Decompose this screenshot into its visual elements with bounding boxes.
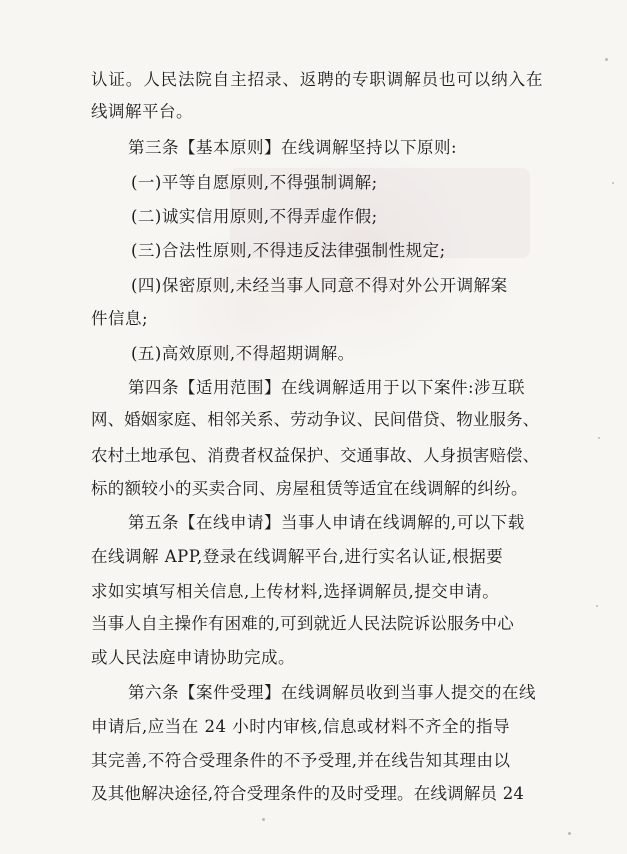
text-line: 在线调解 APP,登录在线调解平台,进行实名认证,根据要: [91, 547, 504, 566]
list-item: (一)平等自愿原则,不得强制调解;: [131, 173, 378, 192]
list-item: (三)合法性原则,不得违反法律强制性规定;: [131, 241, 446, 260]
scan-speck: [598, 437, 600, 439]
list-item: (五)高效原则,不得超期调解。: [131, 344, 355, 363]
text-line: 求如实填写相关信息,上传材料,选择调解员,提交申请。: [91, 582, 500, 601]
text-line: 标的额较小的买卖合同、房屋租赁等适宜在线调解的纠纷。: [91, 479, 528, 498]
text-line: 申请后,应当在 24 小时内审核,信息或材料不齐全的指导: [91, 717, 510, 736]
scan-speck: [596, 605, 598, 607]
article-heading: 第六条【案件受理】在线调解员收到当事人提交的在线: [128, 683, 536, 702]
article-heading: 第三条【基本原则】在线调解坚持以下原则:: [128, 138, 458, 157]
list-item: (二)诚实信用原则,不得弄虚作假;: [131, 207, 378, 226]
text-line: 线调解平台。: [91, 102, 193, 121]
text-line: 认证。人民法院自主招录、返聘的专职调解员也可以纳入在: [91, 70, 544, 89]
text-line: 网、婚姻家庭、相邻关系、劳动争议、民间借贷、物业服务、: [91, 410, 540, 429]
article-heading: 第五条【在线申请】当事人申请在线调解的,可以下载: [128, 513, 525, 532]
text-line: 其完善,不符合受理条件的不予受理,并在线告知其理由以: [91, 751, 511, 770]
text-line: 当事人自主操作有困难的,可到就近人民法院诉讼服务中心: [91, 614, 514, 633]
text-line: 农村土地承包、消费者权益保护、交通事故、人身损害赔偿、: [91, 446, 540, 465]
text-line: 或人民法庭申请协助完成。: [91, 648, 295, 667]
scan-speck: [612, 182, 614, 184]
list-item: (四)保密原则,未经当事人同意不得对外公开调解案: [131, 276, 508, 295]
text-line: 件信息;: [91, 309, 149, 328]
article-heading: 第四条【适用范围】在线调解适用于以下案件:涉互联: [128, 378, 526, 397]
scan-speck: [605, 58, 608, 61]
text-line: 及其他解决途径,符合受理条件的及时受理。在线调解员 24: [91, 784, 525, 803]
scan-speck: [262, 818, 265, 821]
scan-speck: [568, 832, 571, 835]
